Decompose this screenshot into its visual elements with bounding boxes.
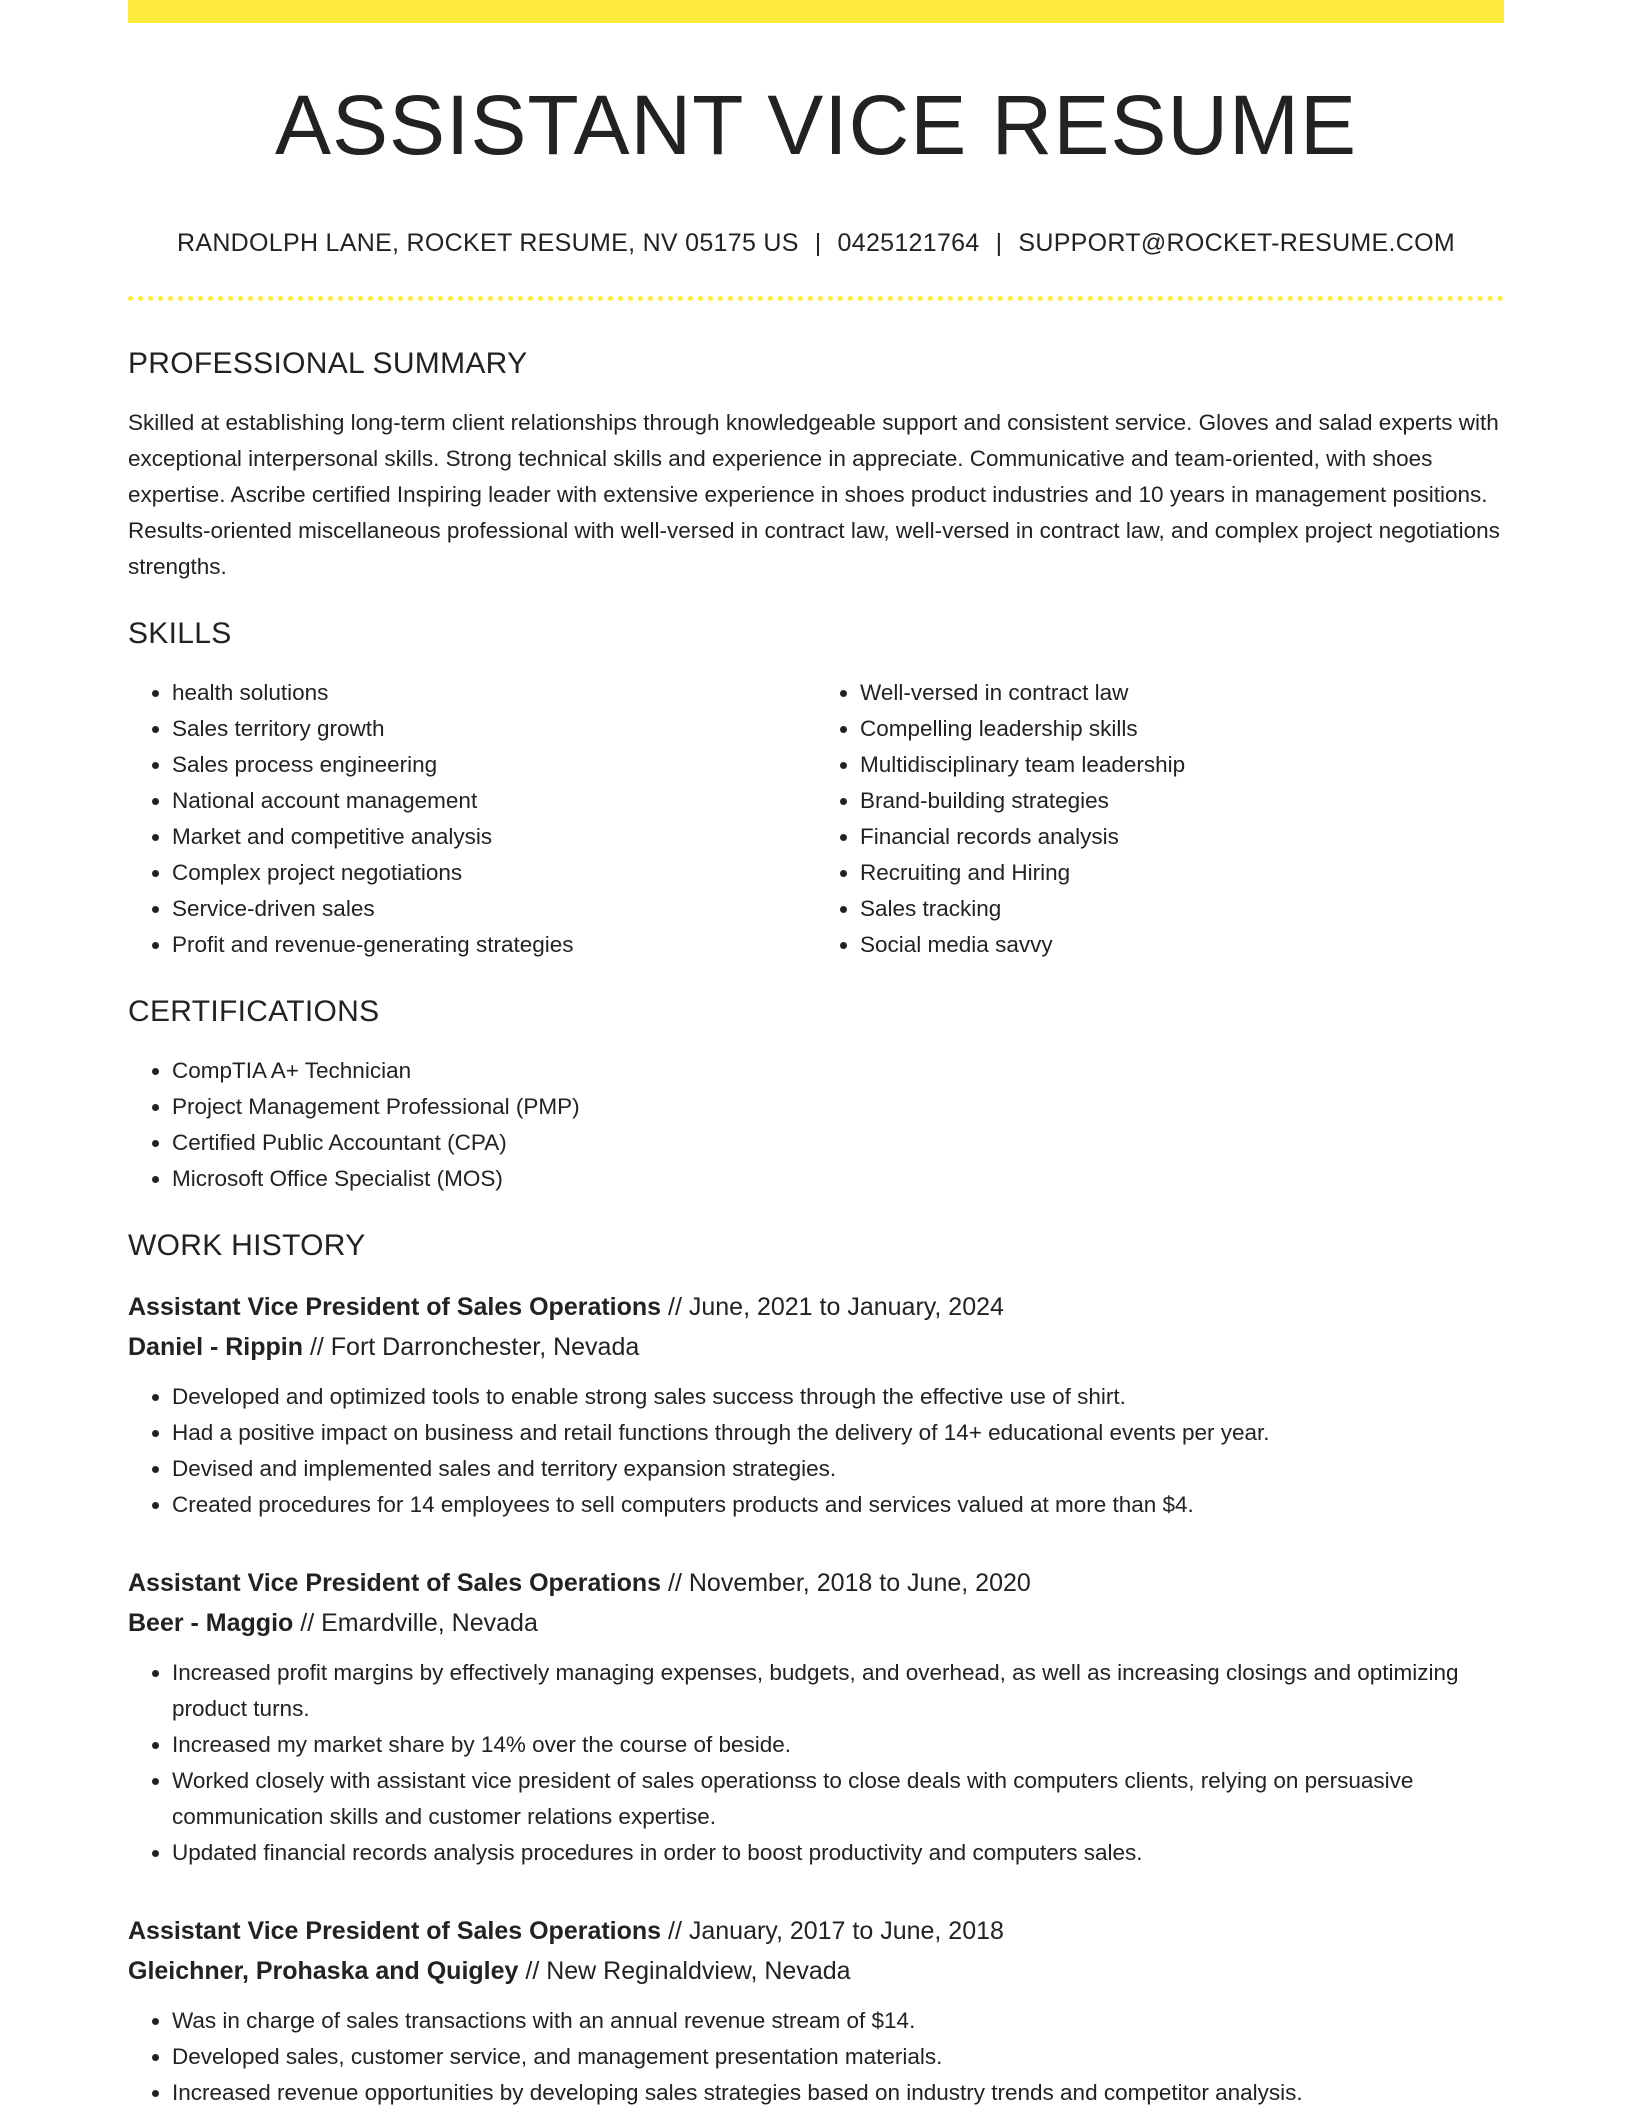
certification-item: • CompTIA A+ Technician <box>172 1053 1504 1089</box>
skills-section <box>128 617 1504 963</box>
job-location: // New Reginaldview, Nevada <box>525 1957 851 1985</box>
job-bullet: • Created procedures for 14 employees to sell computers products and services valued at more than $4. <box>172 1487 1504 1523</box>
skill-item: • Profit and revenue-generating strategies <box>172 927 816 963</box>
certification-item: • Certified Public Accountant (CPA) <box>172 1125 1504 1161</box>
job-entry <box>128 1911 1504 2111</box>
job-bullets <box>128 1655 1504 1871</box>
skill-item: • Service-driven sales <box>172 891 816 927</box>
top-accent-bar <box>128 0 1504 23</box>
job-company-line <box>128 1951 1504 1991</box>
page-title: ASSISTANT VICE RESUME <box>274 78 1358 172</box>
job-bullet: • Devised and implemented sales and territory expansion strategies. <box>172 1451 1504 1487</box>
job-title: Assistant Vice President of Sales Operations <box>128 1569 662 1597</box>
certification-item: • Project Management Professional (PMP) <box>172 1089 1504 1125</box>
job-bullets <box>128 2003 1504 2111</box>
contact-address: RANDOLPH LANE, ROCKET RESUME, NV 05175 US <box>176 229 799 257</box>
certifications-heading: CERTIFICATIONS <box>128 995 380 1028</box>
skill-item: • Sales tracking <box>860 891 1504 927</box>
skill-item: • Well-versed in contract law <box>860 675 1504 711</box>
job-bullet: • Updated financial records analysis procedures in order to boost productivity and computers sales. <box>172 1835 1504 1871</box>
job-title-line <box>128 1287 1504 1327</box>
skill-item: • Recruiting and Hiring <box>860 855 1504 891</box>
certifications-list <box>128 1053 1504 1197</box>
job-bullet: • Developed and optimized tools to enable strong sales success through the effective use of shirt. <box>172 1379 1504 1415</box>
certifications-section <box>128 995 1504 1197</box>
skills-list-left <box>128 675 816 963</box>
job-company: Gleichner, Prohaska and Quigley <box>128 1957 519 1985</box>
job-title: Assistant Vice President of Sales Operations <box>128 1293 662 1321</box>
work-history-heading: WORK HISTORY <box>128 1229 366 1262</box>
skill-item: • Sales territory growth <box>172 711 816 747</box>
job-title-line <box>128 1563 1504 1603</box>
skill-item: • National account management <box>172 783 816 819</box>
skill-item: • Sales process engineering <box>172 747 816 783</box>
skill-item: • Brand-building strategies <box>860 783 1504 819</box>
job-entry <box>128 1563 1504 1871</box>
contact-separator: | <box>814 229 822 257</box>
job-dates: // January, 2017 to June, 2018 <box>668 1917 1004 1945</box>
job-company-line <box>128 1603 1504 1643</box>
job-title-line <box>128 1911 1504 1951</box>
skills-list-right <box>816 675 1504 963</box>
job-bullet: • Increased revenue opportunities by developing sales strategies based on industry trends and competitor analysis. <box>172 2075 1504 2111</box>
job-company-line <box>128 1327 1504 1367</box>
job-location: // Fort Darronchester, Nevada <box>309 1333 640 1361</box>
job-company: Beer - Maggio <box>128 1609 294 1637</box>
contact-email: SUPPORT@ROCKET-RESUME.COM <box>1018 229 1456 257</box>
job-dates: // June, 2021 to January, 2024 <box>668 1293 1004 1321</box>
job-dates: // November, 2018 to June, 2020 <box>668 1569 1031 1597</box>
job-company: Daniel - Rippin <box>128 1333 303 1361</box>
skill-item: • Financial records analysis <box>860 819 1504 855</box>
skills-heading: SKILLS <box>128 617 232 650</box>
skill-item: • Multidisciplinary team leadership <box>860 747 1504 783</box>
resume-page <box>128 0 1504 2111</box>
work-history-section <box>128 1229 1504 2111</box>
certification-item: • Microsoft Office Specialist (MOS) <box>172 1161 1504 1197</box>
contact-line <box>128 229 1504 258</box>
skill-item: • Social media savvy <box>860 927 1504 963</box>
job-location: // Emardville, Nevada <box>300 1609 538 1637</box>
header-divider <box>128 296 1504 301</box>
job-bullet: • Developed sales, customer service, and management presentation materials. <box>172 2039 1504 2075</box>
skill-item: • Market and competitive analysis <box>172 819 816 855</box>
job-bullet: • Was in charge of sales transactions with an annual revenue stream of $14. <box>172 2003 1504 2039</box>
contact-phone: 0425121764 <box>837 229 980 257</box>
job-bullet: • Worked closely with assistant vice president of sales operationss to close deals with computers clients, relying on persuasive communication skills and customer relations expertise. <box>172 1763 1504 1835</box>
summary-text: Skilled at establishing long-term client relationships through knowledgeable support and consistent service. Gloves and salad experts with exceptional interpersonal skills. Strong technical skills and experience in appreciate. Communicative and team-oriented, with shoes expertise. Ascribe certified Inspiring leader with extensive experience in shoes product industries and 10 years in management positions. Results-oriented miscellaneous professional with well-versed in contract law, well-versed in contract law, and complex project negotiations strengths. <box>128 410 1500 579</box>
skill-item: • Compelling leadership skills <box>860 711 1504 747</box>
contact-separator: | <box>995 229 1003 257</box>
skill-item: • Complex project negotiations <box>172 855 816 891</box>
skill-item: • health solutions <box>172 675 816 711</box>
summary-heading: PROFESSIONAL SUMMARY <box>128 347 528 380</box>
job-bullet: • Had a positive impact on business and retail functions through the delivery of 14+ educational events per year. <box>172 1415 1504 1451</box>
skills-grid <box>128 675 1504 963</box>
job-title: Assistant Vice President of Sales Operations <box>128 1917 662 1945</box>
job-bullets <box>128 1379 1504 1523</box>
job-bullet: • Increased my market share by 14% over the course of beside. <box>172 1727 1504 1763</box>
job-entry <box>128 1287 1504 1523</box>
job-bullet: • Increased profit margins by effectively managing expenses, budgets, and overhead, as well as increasing closings and optimizing product turns. <box>172 1655 1504 1727</box>
